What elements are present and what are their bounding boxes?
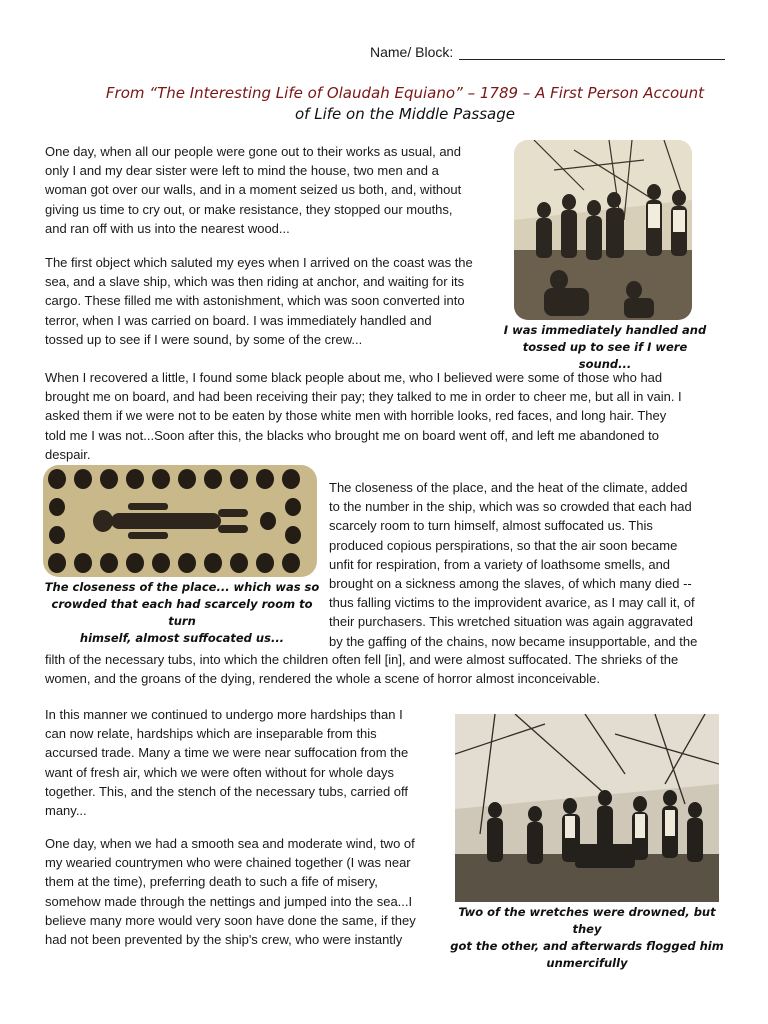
text-line: giving us time to cry out, or make resistance, they stopped our mouths, [45, 201, 453, 217]
paragraph-5 [45, 705, 445, 820]
text-line: The first object which saluted my eyes when I arrived on the coast was the [45, 255, 473, 270]
text-line: In this manner we continued to undergo more hardships than I [45, 707, 403, 722]
text-line: The closeness of the place, and the heat of the climate, added [329, 480, 688, 495]
name-block-field [370, 44, 725, 60]
text-line: When I recovered a little, I found some black people about me, who I believed were some of those who had [45, 370, 663, 385]
text-line: only I and my dear sister were left to mind the house, two men and a [45, 163, 439, 179]
text-line: cargo. These filled me with astonishment, which was soon converted into [45, 293, 465, 309]
caption-1 [500, 322, 710, 373]
text-line: scarcely room to turn himself, almost suffocated us. This [329, 518, 653, 534]
text-line: accursed trade. Many a time we were near suffocation from the [45, 745, 409, 761]
caption-line: got the other, and afterwards flogged him [450, 939, 724, 953]
ship-hold-diagram [43, 465, 317, 577]
paragraph-2 [45, 253, 515, 349]
page-subtitle: of Life on the Middle Passage [295, 105, 515, 123]
text-line: sea, and a slave ship, which was then riding at anchor, and waiting for its [45, 274, 465, 290]
text-line: my wearied countrymen who were chained together (I was near [45, 855, 411, 871]
text-line: woman got over our walls, and in a moment seized us both, and, without [45, 182, 462, 198]
caption-line: crowded that each had scarcely room to turn [51, 597, 313, 628]
text-line: One day, when all our people were gone out to their works as usual, and [45, 144, 462, 159]
text-line: can now relate, hardships which are inseparable from this [45, 726, 377, 742]
engraving-flogging-on-deck [455, 714, 719, 902]
page-title: From “The Interesting Life of Olaudah Equiano” – 1789 – A First Person Account [105, 84, 705, 102]
text-line: and ran off with us into the nearest wood... [45, 220, 290, 236]
text-line: brought on a sickness among the slaves, of which many died -- [329, 576, 692, 592]
caption-line: unmercifully [546, 956, 628, 970]
paragraph-4 [329, 478, 729, 651]
caption-3 [450, 904, 724, 972]
text-line: women, and the groans of the dying, rendered the whole a scene of horror almost inconceivable. [45, 671, 601, 687]
paragraph-1 [45, 142, 515, 238]
text-line: their purchasers. This wretched situation was again aggravated [329, 614, 693, 630]
text-line: brought me on board, and had been receiving their pay; they talked to me in order to cheer me, but all in vain. I [45, 389, 682, 405]
caption-line: The closeness of the place... which was so [44, 580, 320, 594]
caption-line: tossed up to see if I were sound... [522, 340, 688, 371]
text-line: unfit for respiration, from a variety of loathsome smells, and [329, 556, 671, 572]
text-line: them at the time), preferring death to such a fife of misery, [45, 874, 378, 890]
paragraph-4-continued [45, 650, 745, 688]
caption-line: I was immediately handled and [503, 323, 707, 337]
caption-line: Two of the wretches were drowned, but they [458, 905, 716, 936]
text-line: somehow made through the nettings and jumped into the sea...I [45, 893, 413, 909]
caption-2 [40, 579, 324, 647]
paragraph-6 [45, 834, 445, 949]
text-line: together. This, and the stench of the necessary tubs, carried off [45, 783, 409, 799]
text-line: to the number in the ship, which was so crowded that each had [329, 499, 692, 515]
text-line: had not been prevented by the ship's crew, who were instantly [45, 932, 403, 948]
engraving-captives-on-deck [514, 140, 692, 320]
name-label: Name/ Block: [370, 44, 454, 60]
caption-line: himself, almost suffocated us... [79, 631, 285, 645]
text-line: want of fresh air, which we were often without for whole days [45, 764, 395, 780]
text-line: filth of the necessary tubs, into which the children often fell [in], and were almost suffocated. The shrieks of the [45, 652, 679, 667]
text-line: thus falling victims to the improvident avarice, as I may call it, of [329, 595, 695, 611]
text-line: terror, when I was carried on board. I was immediately handled and [45, 312, 432, 328]
text-line: produced copious perspirations, so that the air soon became [329, 537, 678, 553]
text-line: asked them if we were not to be eaten by those white men with horrible looks, red faces, and long hair. They [45, 408, 667, 424]
text-line: by the gaffing of the chains, now became insupportable, and the [329, 633, 698, 649]
text-line: many... [45, 803, 87, 819]
text-line: believe many more would very soon have done the same, if they [45, 912, 416, 928]
text-line: One day, when we had a smooth sea and moderate wind, two of [45, 836, 415, 851]
paragraph-3 [45, 368, 735, 464]
name-blank-line [459, 45, 725, 60]
text-line: despair. [45, 446, 91, 462]
text-line: told me I was not...Soon after this, the blacks who brought me on board went off, and left me abandoned to [45, 427, 660, 443]
text-line: tossed up to see if I were sound, by some of the crew... [45, 331, 363, 347]
